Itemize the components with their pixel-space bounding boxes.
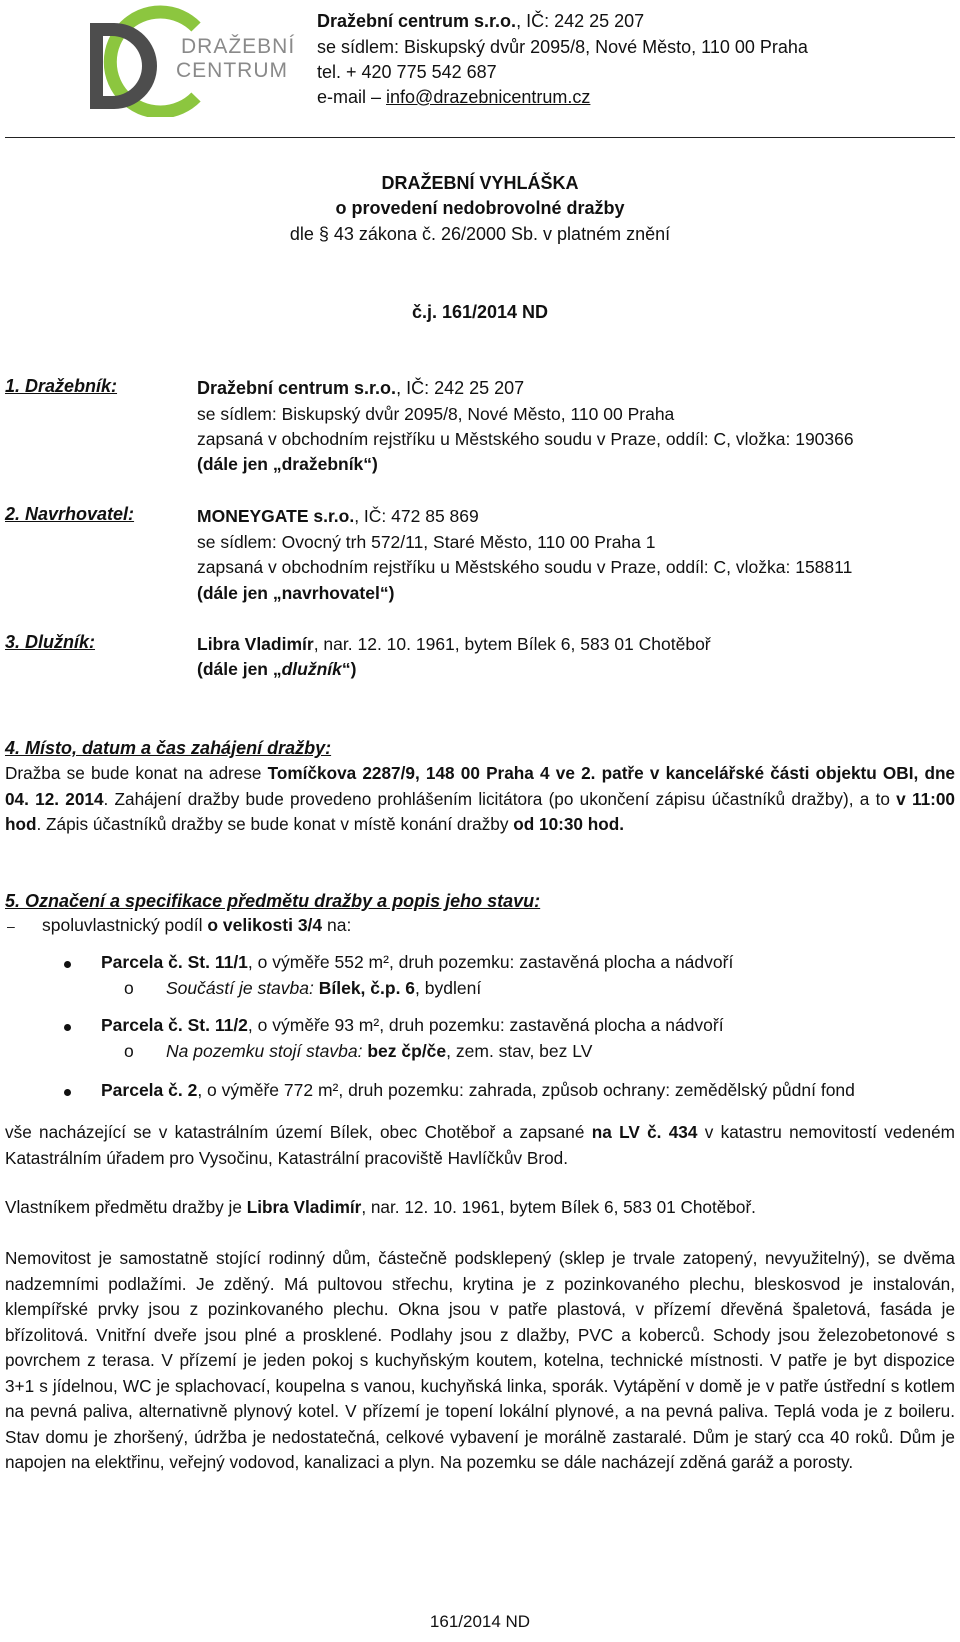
navrhovatel-short: (dále jen „navrhovatel“) — [197, 583, 395, 603]
header-divider — [5, 137, 955, 138]
navrhovatel-ic: , IČ: 472 85 869 — [354, 506, 479, 526]
company-logo — [84, 5, 296, 117]
document-legal-basis: dle § 43 zákona č. 26/2000 Sb. v platném znění — [289, 224, 671, 244]
section4-heading: 4. Místo, datum a čas zahájení dražby: — [5, 738, 332, 758]
case-number: č.j. 161/2014 ND — [411, 302, 549, 322]
header-email-prefix: e-mail – — [317, 87, 387, 107]
dluznik-details: , nar. 12. 10. 1961, bytem Bílek 6, 583 01 Chotěboř — [313, 634, 711, 654]
drazebnik-short: (dále jen „dražebník“) — [197, 454, 378, 474]
owner-paragraph — [5, 1195, 955, 1221]
cadastre-lv: na LV č. 434 — [591, 1122, 698, 1142]
drazebnik-name: Dražební centrum s.r.o. — [197, 378, 397, 398]
section4-text — [5, 761, 955, 838]
logo-text-line2: CENTRUM — [176, 59, 288, 82]
parcel1-details: , o výměře 552 m², druh pozemku: zastavěná plocha a nádvoří — [247, 952, 734, 972]
parcel2-line — [101, 1015, 724, 1036]
header-company-ic: , IČ: 242 25 207 — [516, 11, 645, 31]
section5-heading: 5. Označení a specifikace předmětu dražby a popis jeho stavu: — [5, 891, 541, 911]
owner-pre: Vlastníkem předmětu dražby je — [5, 1197, 247, 1217]
parcel2-number: Parcela č. St. 11/2 — [101, 1015, 248, 1035]
parcel3-line — [101, 1080, 855, 1101]
navrhovatel-label: 2. Navrhovatel: — [5, 504, 135, 524]
dluznik-short — [197, 656, 356, 682]
parcel2-bullet — [64, 1024, 71, 1031]
parcel2-sub-building: bez čp/če — [367, 1041, 447, 1061]
dluznik-label: 3. Dlužník: — [5, 632, 96, 652]
dluznik-name: Libra Vladimír — [197, 634, 314, 654]
section4-address-date: Tomíčkova 2287/9, 148 00 Praha 4 ve 2. patře v kancelářské části objektu OBI, dne 04. 12. 2014 — [5, 763, 955, 809]
drazebnik-registry: zapsaná v obchodním rejstříku u Městského soudu v Praze, oddíl: C, vložka: 190366 — [197, 429, 854, 449]
section4-t1: Dražba se bude konat na adrese — [5, 763, 268, 783]
parcel1-sub-building: Bílek, č.p. 6 — [318, 978, 416, 998]
parcel2-sub-line — [166, 1041, 592, 1062]
parcel1-number: Parcela č. St. 11/1 — [101, 952, 248, 972]
dluznik-short-word: dlužník — [281, 659, 342, 679]
parcel2-sub-marker: o — [124, 1041, 134, 1061]
parcel2-details: , o výměře 93 m², druh pozemku: zastavěná plocha a nádvoří — [247, 1015, 724, 1035]
drazebnik-address: se sídlem: Biskupský dvůr 2095/8, Nové Město, 110 00 Praha — [197, 404, 675, 424]
section4-start-time: v 11:00 hod — [5, 788, 955, 834]
cadastre-pre: vše nacházející se v katastrálním území Bílek, obec Chotěboř a zapsané — [5, 1122, 592, 1142]
share-line — [42, 915, 351, 936]
document-title: DRAŽEBNÍ VYHLÁŠKA — [381, 173, 579, 193]
navrhovatel-address: se sídlem: Ovocný trh 572/11, Staré Město, 110 00 Praha 1 — [197, 532, 656, 552]
section4-t3: . Zápis účastníků dražby se bude konat v místě konání dražby — [36, 814, 514, 834]
dluznik-short-pre: (dále jen „ — [197, 659, 282, 679]
parcel1-line — [101, 952, 733, 973]
dluznik-short-post: “) — [341, 659, 357, 679]
header-address: se sídlem: Biskupský dvůr 2095/8, Nové Město, 110 00 Praha — [317, 37, 808, 57]
cadastre-paragraph — [5, 1120, 955, 1171]
header-company-name: Dražební centrum s.r.o. — [317, 11, 517, 31]
parcel1-sub-rest: , bydlení — [415, 978, 482, 998]
share-post: na: — [322, 915, 352, 935]
navrhovatel-registry: zapsaná v obchodním rejstříku u Městského soudu v Praze, oddíl: C, vložka: 158811 — [197, 557, 853, 577]
drazebnik-block — [197, 375, 524, 401]
owner-name: Libra Vladimír — [246, 1197, 362, 1217]
section4-registration-time: od 10:30 hod. — [513, 814, 625, 834]
parcel3-number: Parcela č. 2 — [101, 1080, 198, 1100]
parcel3-bullet — [64, 1089, 71, 1096]
cadastre-post: v katastru nemovitostí vedeném Katastrálním úřadem pro Vysočinu, Katastrální pracoviště Havlíčkův Brod. — [5, 1122, 955, 1168]
header-email-link[interactable]: info@drazebnicentrum.cz — [386, 87, 591, 107]
header-email-line — [317, 84, 590, 110]
owner-post: , nar. 12. 10. 1961, bytem Bílek 6, 583 01 Chotěboř. — [361, 1197, 756, 1217]
section4-t2: . Zahájení dražby bude provedeno prohlášením licitátora (po ukončení zápisu účastníků dražby), a to — [103, 788, 897, 809]
navrhovatel-name: MONEYGATE s.r.o. — [197, 506, 355, 526]
header-tel: tel. + 420 775 542 687 — [317, 62, 497, 82]
dluznik-block — [197, 631, 711, 657]
parcel1-bullet — [64, 961, 71, 968]
parcel1-sub-marker: o — [124, 978, 134, 998]
header-company — [317, 8, 644, 34]
footer-page-ref: 161/2014 ND — [429, 1612, 531, 1631]
parcel1-sub-italic: Součástí je stavba: — [166, 978, 319, 998]
share-size: o velikosti 3/4 — [207, 915, 323, 935]
document-subtitle: o provedení nedobrovolné dražby — [335, 198, 625, 218]
property-description: Nemovitost je samostatně stojící rodinný dům, částečně podsklepený (sklep je trvale zatopený, nevyužitelný), se dvěma nadzemními podlažími. Je zděný. Má pultovou střechu, krytina je z pozinkovaného plechu, bleskosvod je instalován, klempířské prvky jsou z pozinkovaného plechu. Okna jsou v patře plastová, v přízemí dřevěná špaletová, fasáda je břízolitová. Vnitřní dveře jsou plné a prosklené. Podlahy jsou z dlažby, PVC a koberců. Schody jsou železobetonové s povrchem z terasa. V přízemí je jeden pokoj s kuchyňským koutem, kotelna, technické místnosti. V patře je byt dispozice 3+1 s jídelnou, WC je splachovací, koupelna s vanou, kuchyňská linka, sporák. Vytápění v domě je v patře ústřední s kotlem na pevná paliva, alternativně plynový kotel. V přízemí je topení lokální plynové, a na pevná paliva. Teplá voda je z boileru. Stav domu je zhoršený, údržba je nedostatečná, celkové vybavení je morálně zastaralé. Dům je starý cca 40 roků. Dům je napojen na elektřinu, veřejný vodovod, kanalizaci a plyn. Na pozemku se dále nacházejí zděná garáž a porosty. — [5, 1248, 955, 1472]
parcel3-details: , o výměře 772 m², druh pozemku: zahrada, způsob ochrany: zemědělský půdní fond — [197, 1080, 855, 1100]
parcel2-sub-rest: , zem. stav, bez LV — [446, 1041, 593, 1061]
drazebnik-ic: , IČ: 242 25 207 — [396, 378, 525, 398]
navrhovatel-block — [197, 503, 479, 529]
parcel1-sub-line — [166, 978, 481, 999]
logo-text-line1: DRAŽEBNÍ — [181, 35, 296, 58]
drazebnik-label: 1. Dražebník: — [5, 376, 118, 396]
share-dash: ‒ — [7, 918, 15, 934]
parcel2-sub-italic: Na pozemku stojí stavba: — [166, 1041, 368, 1061]
share-pre: spoluvlastnický podíl — [42, 915, 208, 935]
